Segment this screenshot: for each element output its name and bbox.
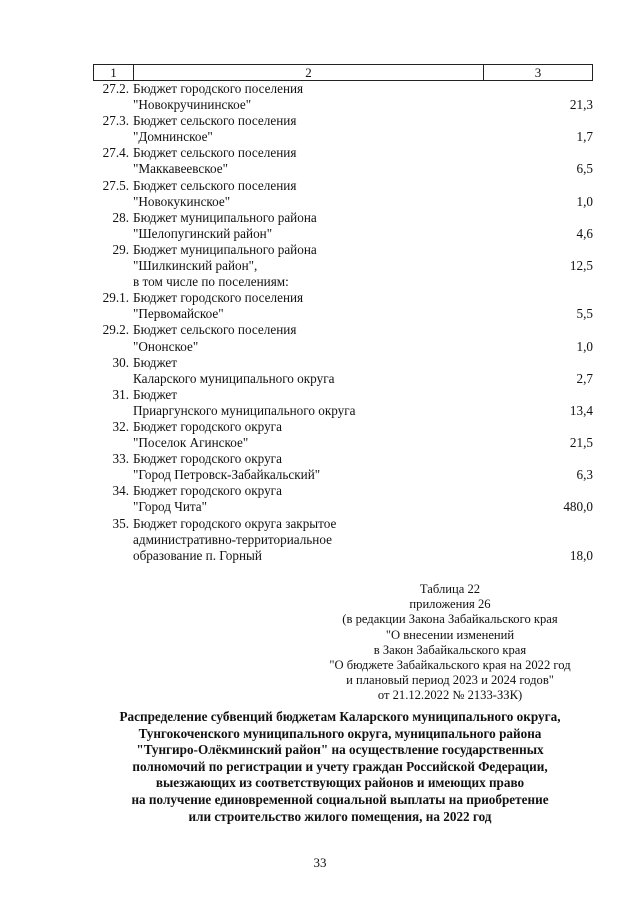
row-number: 35.: [112, 515, 129, 531]
row-description: [133, 451, 523, 483]
row-description-line: Бюджет городского поселения: [133, 81, 304, 96]
row-number: 32.: [112, 418, 129, 434]
row-description: [133, 113, 523, 145]
row-description-line: Бюджет муниципального района: [133, 241, 317, 257]
row-description-line: "Домнинское": [133, 129, 213, 145]
row-description-line: Бюджет сельского поселения: [133, 113, 297, 129]
row-value: 4,6: [576, 225, 593, 241]
table-row: [93, 483, 593, 515]
row-description: [133, 145, 523, 177]
row-value: 6,5: [576, 161, 593, 177]
row-description: [133, 516, 523, 564]
row-number: 27.5.: [102, 177, 129, 193]
page-number: 33: [313, 855, 327, 870]
row-description-line: Бюджет: [133, 354, 178, 370]
table-row: [93, 322, 593, 354]
table-row: [93, 178, 593, 210]
caption-line: "О внесении изменений: [385, 627, 515, 642]
row-description-line: Бюджет сельского поселения: [133, 177, 297, 193]
row-description-line: "Маккавеевское": [133, 161, 229, 177]
row-description: [133, 242, 523, 274]
row-description-line: "Новокукинское": [133, 193, 231, 209]
table-row: [93, 387, 593, 419]
caption-line: (в редакции Закона Забайкальского края: [342, 612, 558, 627]
row-number: 34.: [112, 483, 129, 499]
table-row: [93, 113, 593, 145]
row-description-line: Каларского муниципального округа: [133, 370, 335, 386]
heading-line: на получение единовременной социальной выплаты на приобретение: [131, 791, 549, 807]
row-description: [133, 387, 523, 419]
row-number: 33.: [112, 451, 129, 467]
row-description: [133, 483, 523, 515]
row-description-line: образование п. Горный: [133, 547, 262, 563]
table-header-col-3: 3: [534, 65, 542, 80]
row-description-line: "Первомайское": [133, 306, 224, 322]
row-description-line: Бюджет сельского поселения: [133, 145, 297, 161]
row-value: 18,0: [569, 547, 593, 563]
row-description-line: в том числе по поселениям:: [133, 274, 289, 290]
table-body: [93, 81, 593, 564]
section-heading: [90, 709, 590, 825]
row-value: 480,0: [563, 499, 593, 515]
row-value: 5,5: [576, 306, 593, 322]
row-value: 21,3: [569, 97, 593, 113]
table-header-row: [93, 64, 593, 81]
caption-line: "О бюджете Забайкальского края на 2022 год: [329, 658, 571, 673]
row-description-line: Бюджет муниципального района: [133, 209, 317, 225]
table-caption: [300, 582, 600, 704]
row-value: 1,0: [576, 193, 593, 209]
row-number: 27.4.: [102, 145, 129, 161]
row-description-line: "Шелопугинский район": [133, 225, 273, 241]
row-description: [133, 355, 523, 387]
heading-line: Тунгокоченского муниципального округа, муниципального района: [138, 725, 542, 741]
row-value: 21,5: [569, 435, 593, 451]
table-row: [93, 145, 593, 177]
row-number: 29.2.: [102, 322, 129, 338]
row-description-line: административно-территориальное: [133, 531, 332, 547]
row-description: [133, 274, 523, 290]
row-description: [133, 322, 523, 354]
row-number: 29.: [112, 241, 129, 257]
row-description: [133, 178, 523, 210]
row-value: 6,3: [576, 467, 593, 483]
row-number: 28.: [112, 209, 129, 225]
row-number: 30.: [112, 354, 129, 370]
row-description-line: Бюджет городского округа закрытое: [133, 515, 337, 531]
row-description-line: "Поселок Агинское": [133, 435, 249, 451]
row-value: 13,4: [569, 402, 593, 418]
row-description-line: "Ононское": [133, 338, 199, 354]
table-row: [93, 81, 593, 113]
table-row: [93, 355, 593, 387]
table-row: [93, 210, 593, 242]
row-description-line: "Город Чита": [133, 499, 208, 515]
heading-line: или строительство жилого помещения, на 2022 год: [188, 808, 492, 824]
caption-line: от 21.12.2022 № 2133-ЗЗК): [377, 688, 523, 703]
row-description-line: Бюджет: [133, 386, 178, 402]
row-description-line: Бюджет городского округа: [133, 451, 282, 467]
row-description-line: "Город Петровск-Забайкальский": [133, 467, 321, 483]
table-row: [93, 451, 593, 483]
table-row: [93, 274, 593, 290]
row-number: 27.2.: [102, 81, 129, 96]
row-description-line: Приаргунского муниципального округа: [133, 402, 356, 418]
heading-line: полномочий по регистрации и учету граждан Российской Федерации,: [132, 758, 548, 774]
row-number: 31.: [112, 386, 129, 402]
row-value: 1,7: [576, 129, 593, 145]
table-row: [93, 516, 593, 564]
caption-line: Таблица 22: [419, 582, 481, 596]
row-description-line: "Шилкинский район",: [133, 258, 258, 274]
row-description-line: Бюджет городского округа: [133, 418, 282, 434]
row-description-line: Бюджет городского поселения: [133, 290, 304, 306]
caption-line: приложения 26: [409, 597, 491, 612]
table-row: [93, 419, 593, 451]
row-description: [133, 81, 523, 113]
table-header-col-2: 2: [134, 65, 484, 80]
row-description-line: Бюджет сельского поселения: [133, 322, 297, 338]
row-number: 29.1.: [102, 290, 129, 306]
row-value: 12,5: [569, 258, 593, 274]
caption-line: в Закон Забайкальского края: [373, 642, 527, 657]
heading-line: "Тунгиро-Олёкминский район" на осуществление государственных: [136, 742, 544, 758]
row-description: [133, 210, 523, 242]
caption-line: и плановый период 2023 и 2024 годов": [346, 673, 554, 688]
row-value: 2,7: [576, 370, 593, 386]
row-number: 27.3.: [102, 113, 129, 129]
row-value: 1,0: [576, 338, 593, 354]
table-row: [93, 290, 593, 322]
heading-line: выезжающих из соответствующих районов и имеющих право: [155, 775, 525, 791]
row-description-line: Бюджет городского округа: [133, 483, 282, 499]
table-row: [93, 242, 593, 274]
row-description-line: "Новокручининское": [133, 97, 252, 113]
row-description: [133, 419, 523, 451]
row-description: [133, 290, 523, 322]
heading-line: Распределение субвенций бюджетам Каларского муниципального округа,: [119, 709, 561, 724]
table-header-col-1: 1: [94, 65, 134, 80]
